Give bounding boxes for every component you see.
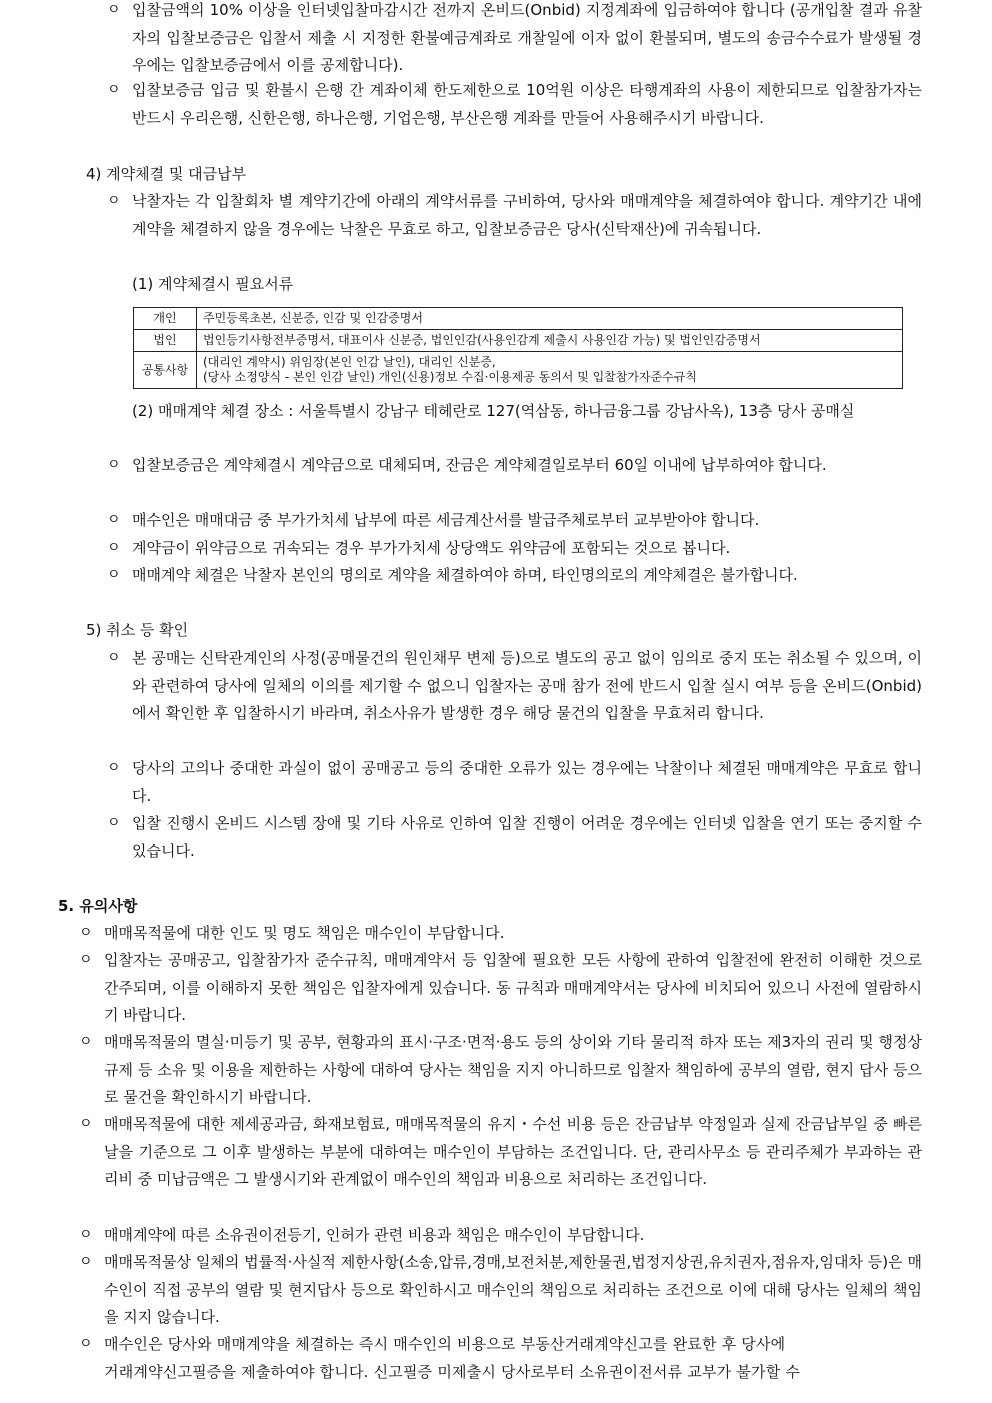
table-row [134,330,903,352]
bullet: ㅇ [107,650,121,666]
table-cell-documents: 주민등록초본, 신분증, 인감 및 인감증명서 [197,308,903,330]
bullet: ㅇ [79,1116,93,1132]
table-cell-category: 개인 [134,308,197,330]
list-item [79,1331,922,1386]
bullet: ㅇ [79,1336,93,1352]
bullet: ㅇ [107,815,121,831]
list-item-text: 입찰보증금은 계약체결시 계약금으로 대체되며, 잔금은 계약체결일로부터 60일 이내에 납부하여야 합니다. [132,456,827,474]
list-item-text: 매수인은 매매대금 중 부가가치세 납부에 따른 세금계산서를 발급주체로부터 교부받아야 합니다. [132,511,760,529]
contract-place: (2) 매매계약 체결 장소 : 서울특별시 강남구 테헤란로 127(역삼동, 하나금융그룹 강남사옥), 13층 당사 공매실 [132,402,855,420]
table-row [134,352,903,389]
list-item-text: 매매목적물의 멸실·미등기 및 공부, 현황과의 표시·구조·면적·용도 등의 상이와 기타 물리적 하자 또는 제3자의 권리 및 행정상 규제 등 소유 및 이용을 제한하는 사항에 대하여 당사는 책임을 지지 아니하므로 입찰자 책임하에 공부의 열람, 현지 답사 등으로 물건을 확인하시기 바랍니다. [104,1033,922,1106]
list-item [107,645,922,728]
bullet: ㅇ [107,512,121,528]
bullet: ㅇ [107,567,121,583]
section-heading: 5. 유의사항 [58,897,138,915]
list-item-text: 매수인은 당사와 매매계약을 체결하는 즉시 매수인의 비용으로 부동산거래계약신고를 완료한 후 당사에 [104,1335,786,1353]
list-item-text: 입찰금액의 10% 이상을 인터넷입찰마감시간 전까지 온비드(Onbid) 지정계좌에 입금하여야 합니다 (공개입찰 결과 유찰자의 입찰보증금은 입찰서 제출 시 지정한 환불예금계좌로 개찰일에 이자 없이 환불되며, 별도의 송금수수료가 발생될 경우에는 입찰보증금에서 이를 공제합니다). [132,1,922,74]
list-item-text: 입찰자는 공매공고, 입찰참가자 준수규칙, 매매계약서 등 입찰에 필요한 모든 사항에 관하여 입찰전에 완전히 이해한 것으로 간주되며, 이를 이해하지 못한 책임은 입찰자에게 있습니다. 동 규칙과 매매계약서는 당사에 비치되어 있으니 사전에 열람하시기 바랍니다. [104,951,922,1024]
subsection-title: 5) 취소 등 확인 [86,621,189,639]
table-cell-documents: 법인등기사항전부증명서, 대표이사 신분증, 법인인감(사용인감계 제출시 사용인감 가능) 및 법인인감증명서 [197,330,903,352]
list-item [107,535,922,563]
table-cell-category: 공통사항 [134,352,197,389]
bullet: ㅇ [79,1254,93,1270]
list-item-text: 거래계약신고필증을 제출하여야 합니다. 신고필증 미제출시 당사로부터 소유권이전서류 교부가 불가할 수 [104,1362,801,1381]
list-item-text: 본 공매는 신탁관계인의 사정(공매물건의 원인채무 변제 등)으로 별도의 공고 없이 임의로 중지 또는 취소될 수 있으며, 이와 관련하여 당사에 일체의 이의를 제기할 수 없으니 입찰자는 공매 참가 전에 반드시 입찰 실시 여부 등을 온비드(Onbid)에서 확인한 후 입찰하시기 바라며, 취소사유가 발생한 경우 해당 물건의 입찰을 무효처리 합니다. [132,649,922,722]
docs-title: (1) 계약체결시 필요서류 [132,275,294,293]
list-item [107,77,922,132]
table-cell-documents [197,352,903,389]
list-item [107,810,922,865]
bullet: ㅇ [79,952,93,968]
subsection-title: 4) 계약체결 및 대금납부 [86,165,247,183]
list-item-text: 매매목적물상 일체의 법률적·사실적 제한사항(소송,압류,경매,보전처분,제한물권,법정지상권,유치권자,점유자,임대차 등)은 매수인이 직접 공부의 열람 및 현지답사 등으로 확인하시고 매수인의 책임으로 처리하는 조건으로 이에 대해 당사는 일체의 책임을 지지 않습니다. [104,1253,922,1326]
bullet: ㅇ [107,540,121,556]
list-item [79,947,922,1030]
documents-line: (당사 소정양식 - 본인 인감 날인) 개인(신용)정보 수집·이용제공 동의서 및 입찰참가자준수규칙 [203,370,697,384]
bullet: ㅇ [79,1034,93,1050]
bullet: ㅇ [107,193,121,209]
list-item [107,507,922,535]
list-item-text: 매매목적물에 대한 제세공과금, 화재보험료, 매매목적물의 유지・수선 비용 등은 잔금납부 약정일과 실제 잔금납부일 중 빠른 날을 기준으로 그 이후 발생하는 부분에 대하여는 매수인이 부담하는 조건입니다. 단, 관리사무소 등 관리주체가 부과하는 관리비 중 미납금액은 그 발생시기와 관계없이 매수인의 책임과 비용으로 처리하는 조건입니다. [104,1115,922,1188]
required-documents-table [133,307,903,389]
bullet: ㅇ [107,2,121,18]
list-item [79,1249,922,1332]
bullet: ㅇ [107,760,121,776]
list-item-text: 계약금이 위약금으로 귀속되는 경우 부가가치세 상당액도 위약금에 포함되는 것으로 봅니다. [132,539,731,557]
list-item-text: 입찰보증금 입금 및 환불시 은행 간 계좌이체 한도제한으로 10억원 이상은 타행계좌의 사용이 제한되므로 입찰참가자는 반드시 우리은행, 신한은행, 하나은행, 기업은행, 부산은행 계좌를 만들어 사용해주시기 바랍니다. [132,81,922,127]
list-item-text: 매매계약에 따른 소유권이전등기, 인허가 관련 비용과 책임은 매수인이 부담합니다. [104,1226,645,1244]
list-item [107,0,922,80]
table-row [134,308,903,330]
bullet: ㅇ [79,1227,93,1243]
bullet: ㅇ [107,457,121,473]
list-item-text: 매매계약 체결은 낙찰자 본인의 명의로 계약을 체결하여야 하며, 타인명의로의 계약체결은 불가합니다. [132,566,798,584]
list-item [107,188,922,243]
list-item [107,452,922,480]
list-item-text: 매매목적물에 대한 인도 및 명도 책임은 매수인이 부담합니다. [104,924,505,942]
list-item-text: 낙찰자는 각 입찰회차 별 계약기간에 아래의 계약서류를 구비하여, 당사와 매매계약을 체결하여야 합니다. 계약기간 내에 계약을 체결하지 않을 경우에는 낙찰은 무효로 하고, 입찰보증금은 당사(신탁재산)에 귀속됩니다. [132,192,922,238]
list-item [107,755,922,810]
list-item-text: 당사의 고의나 중대한 과실이 없이 공매공고 등의 중대한 오류가 있는 경우에는 낙찰이나 체결된 매매계약은 무효로 합니다. [132,759,922,805]
list-item [79,1222,922,1250]
documents-line: (대리인 계약시) 위임장(본인 인감 날인), 대리인 신분증, [203,355,496,369]
table-cell-category: 법인 [134,330,197,352]
list-item [79,1111,922,1194]
list-item [79,1029,922,1112]
list-item [79,920,922,948]
list-item [107,562,922,590]
list-item-text: 입찰 진행시 온비드 시스템 장애 및 기타 사유로 인하여 입찰 진행이 어려운 경우에는 인터넷 입찰을 연기 또는 중지할 수 있습니다. [132,814,922,860]
bullet: ㅇ [107,82,121,98]
bullet: ㅇ [79,925,93,941]
